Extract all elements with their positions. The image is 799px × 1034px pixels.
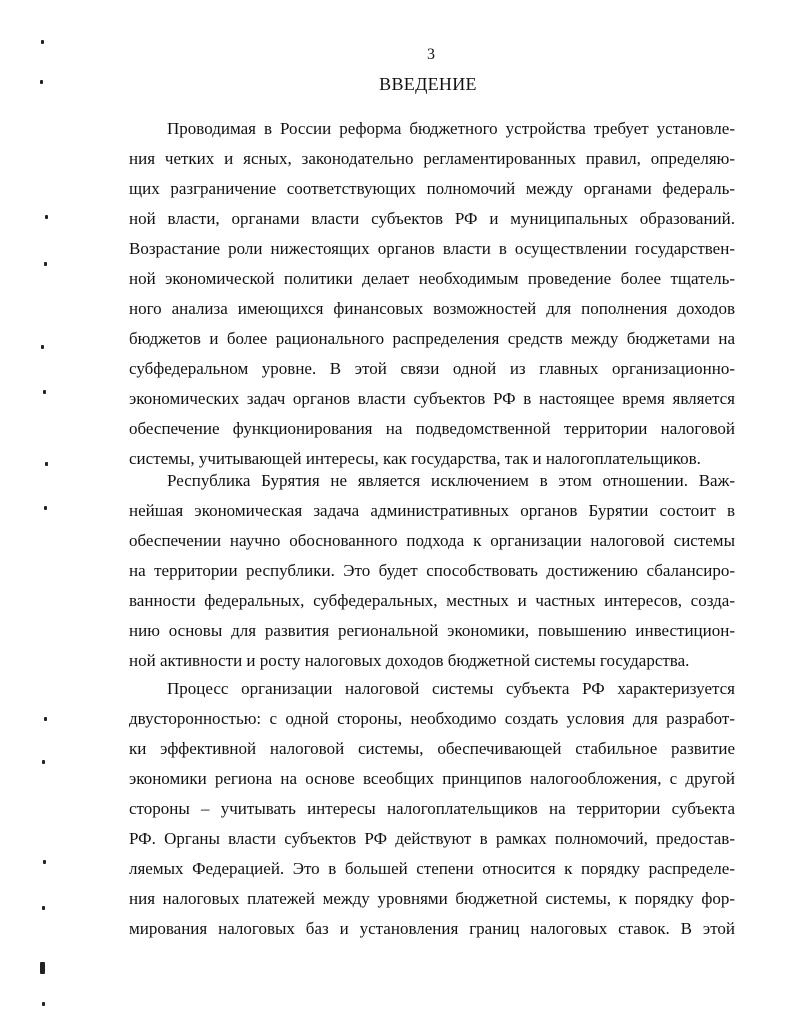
text-line: ванности федеральных, субфедеральных, местных и частных интересов, созда- [129, 591, 735, 610]
text-line: ляемых Федерацией. Это в большей степени относится к порядку распределе- [129, 859, 735, 878]
text-line: двусторонностью: с одной стороны, необходимо создать условия для разработ- [129, 709, 735, 728]
text-line: РФ. Органы власти субъектов РФ действуют в рамках полномочий, предостав- [129, 829, 735, 848]
text-line: ной власти, органами власти субъектов РФ и муниципальных образований. [129, 209, 735, 228]
page-title: ВВЕДЕНИЕ [379, 74, 477, 94]
text-line: ки эффективной налоговой системы, обеспечивающей стабильное развитие [129, 739, 735, 758]
text-line: бюджетов и более рационального распределения средств между бюджетами на [129, 329, 735, 348]
text-line: на территории республики. Это будет способствовать достижению сбалансиро- [129, 561, 735, 580]
paragraph-1 [129, 114, 735, 474]
scan-speck [41, 345, 44, 349]
text-line: нейшая экономическая задача административных органов Бурятии состоит в [129, 501, 735, 520]
page-number: 3 [427, 46, 435, 63]
text-line: обеспечении научно обоснованного подхода к организации налоговой системы [129, 531, 735, 550]
text-line: Процесс организации налоговой системы субъекта РФ характеризуется [167, 679, 735, 698]
text-line: экономических задач органов власти субъектов РФ в настоящее время является [129, 389, 735, 408]
scan-speck [44, 262, 47, 266]
text-line: обеспечение функционирования на подведомственной территории налоговой [129, 419, 735, 438]
scan-speck [44, 506, 47, 510]
text-line: стороны – учитывать интересы налогоплательщиков на территории субъекта [129, 799, 735, 818]
scan-speck [43, 390, 46, 394]
scan-speck [40, 80, 43, 84]
scan-speck [45, 215, 48, 219]
text-line: Возрастание роли нижестоящих органов власти в осуществлении государствен- [129, 239, 735, 258]
scan-speck [45, 462, 48, 466]
scan-speck [40, 962, 45, 974]
text-line: щих разграничение соответствующих полномочий между органами федераль- [129, 179, 735, 198]
scan-margin-marks [0, 0, 60, 1034]
scan-speck [42, 1002, 45, 1006]
text-line: Республика Бурятия не является исключением в этом отношении. Важ- [167, 471, 735, 490]
text-line: экономики региона на основе всеобщих принципов налогообложения, с другой [129, 769, 735, 788]
text-line: ной активности и росту налоговых доходов бюджетной системы государства. [129, 651, 690, 670]
text-line: субфедеральном уровне. В этой связи одной из главных организационно- [129, 359, 735, 378]
text-line: ной экономической политики делает необходимым проведение более тщатель- [129, 269, 735, 288]
text-line: ния четких и ясных, законодательно регламентированных правил, определяю- [129, 149, 735, 168]
text-line: ного анализа имеющихся финансовых возможностей для пополнения доходов [129, 299, 735, 318]
scan-speck [42, 760, 45, 764]
paragraph-3 [129, 674, 735, 944]
text-line: Проводимая в России реформа бюджетного устройства требует установле- [167, 119, 735, 138]
text-line: ния налоговых платежей между уровнями бюджетной системы, к порядку фор- [129, 889, 735, 908]
text-line: нию основы для развития региональной экономики, повышению инвестицион- [129, 621, 735, 640]
text-line: системы, учитывающей интересы, как государства, так и налогоплательщиков. [129, 449, 701, 468]
text-line: мирования налоговых баз и установления границ налоговых ставок. В этой [129, 919, 735, 938]
scan-speck [43, 860, 46, 864]
paragraph-2 [129, 466, 735, 676]
scan-speck [44, 717, 47, 721]
scan-speck [41, 40, 44, 44]
scan-speck [42, 906, 45, 910]
